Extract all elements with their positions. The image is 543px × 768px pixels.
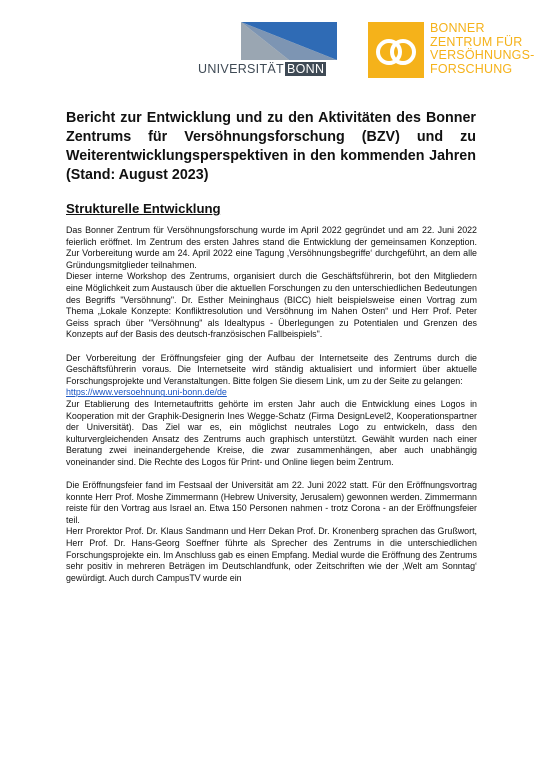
section-heading: Strukturelle Entwicklung	[66, 201, 221, 216]
website-link[interactable]: https://www.versoehnung.uni-bonn.de/de	[66, 387, 227, 398]
paragraph: Zur Etablierung des Internetauftritts gehörte im ersten Jahr auch die Entwicklung eines Logos in Kooperation mit der Graphik-Designerin Ines Wegge-Schatz (Firma DesignLevel2, Kooperationspartner der Universität). Das Ziel war es, ein möglichst neutrales Logo zu entwickeln, dass den kulturvergleichenden Ansatz des Zentrums auch graphisch unterstützt. Gewählt wurden nach einer Beratung zwei ineinandergehende Kreise, die zwar zusammenhängen, aber auch unabhängig voneinander sind. Die Rechte des Logos für Print- und Online liegen beim Zentrum.	[66, 398, 477, 467]
paragraph: Dieser interne Workshop des Zentrums, organisiert durch die Geschäftsführerin, bot den Mitgliedern eine Möglichkeit zum Austausch über die aktuellen Forschungen zu den unterschiedlichen Bedeutungen des Begriffs "Versöhnung". Dr. Esther Meininghaus (BICC) hielt beispielsweise einen Vortrag zum Thema „Lokale Konzepte: Konfliktresolution und Versöhnung im Nahen Osten“ und Herr Prof. Peter Geiss sprach über "Versöhnung" als Idealtypus - Überlegungen zu Potentialen und Grenzen des Konzepts auf der Basis des deutsch-französischen Fallbeispiels".	[66, 271, 477, 340]
bzv-logo-text: BONNER ZENTRUM FÜR VERSÖHNUNGS- FORSCHUNG	[430, 21, 535, 76]
paragraph: Die Eröffnungsfeier fand im Festsaal der Universität am 22. Juni 2022 statt. Für den Eröffnungsvortrag konnte Herr Prof. Moshe Zimmermann (Hebrew University, Jerusalem) gewonnen werden. Zimmermann reiste für den Vortrag aus Israel an. Etwa 150 Personen nahmen - trotz Corona - an der Eröffnungsfeier teil.	[66, 480, 477, 525]
paragraph: Das Bonner Zentrum für Versöhnungsforschung wurde im April 2022 gegründet und am 22. Juni 2022 feierlich eröffnet. Im Zentrum des ersten Jahres stand die Entwicklung der gemeinsamen Konzeption. Zur Vorbereitung wurde am 24. April 2022 eine Tagung ‚Versöhnungsbegriffe‘ durchgeführt, an dem alle Gründungsmitglieder teilnahmen.	[66, 225, 477, 270]
bzv-rings-icon	[368, 22, 424, 78]
document-title: Bericht zur Entwicklung und zu den Aktivitäten des Bonner Zentrums für Versöhnungsforschung (BZV) und zu Weiterentwicklungsperspektiven in den kommenden Jahren (Stand: August 2023)	[66, 110, 476, 183]
university-name: UNIVERSITÄT BONN	[198, 62, 325, 76]
paragraph: Herr Prorektor Prof. Dr. Klaus Sandmann und Herr Dekan Prof. Dr. Kronenberg sprachen das Grußwort, Herr Prof. Dr. Hans-Georg Soeffner führte als Sprecher des Zentrums in die unterschiedlichen Forschungsprojekte ein. Im Anschluss gab es einen Empfang. Medial wurde die Eröffnung des Zentrums sehr positiv in mehreren Beträgen im Deutschlandfunk, oder Zeitschriften wie der ‚Welt am Sonntag‘ gewürdigt. Auch durch CampusTV wurde ein	[66, 526, 477, 583]
paragraph: Der Vorbereitung der Eröffnungsfeier ging der Aufbau der Internetseite des Zentrums durch die Geschäftsführerin voraus. Die Internetseite wird ständig aktualisiert und informiert über aktuelle Forschungsprojekte und Veranstaltungen. Bitte folgen Sie diesem Link, um zu der Seite zu gelangen:	[66, 352, 477, 386]
document-body	[66, 225, 477, 584]
